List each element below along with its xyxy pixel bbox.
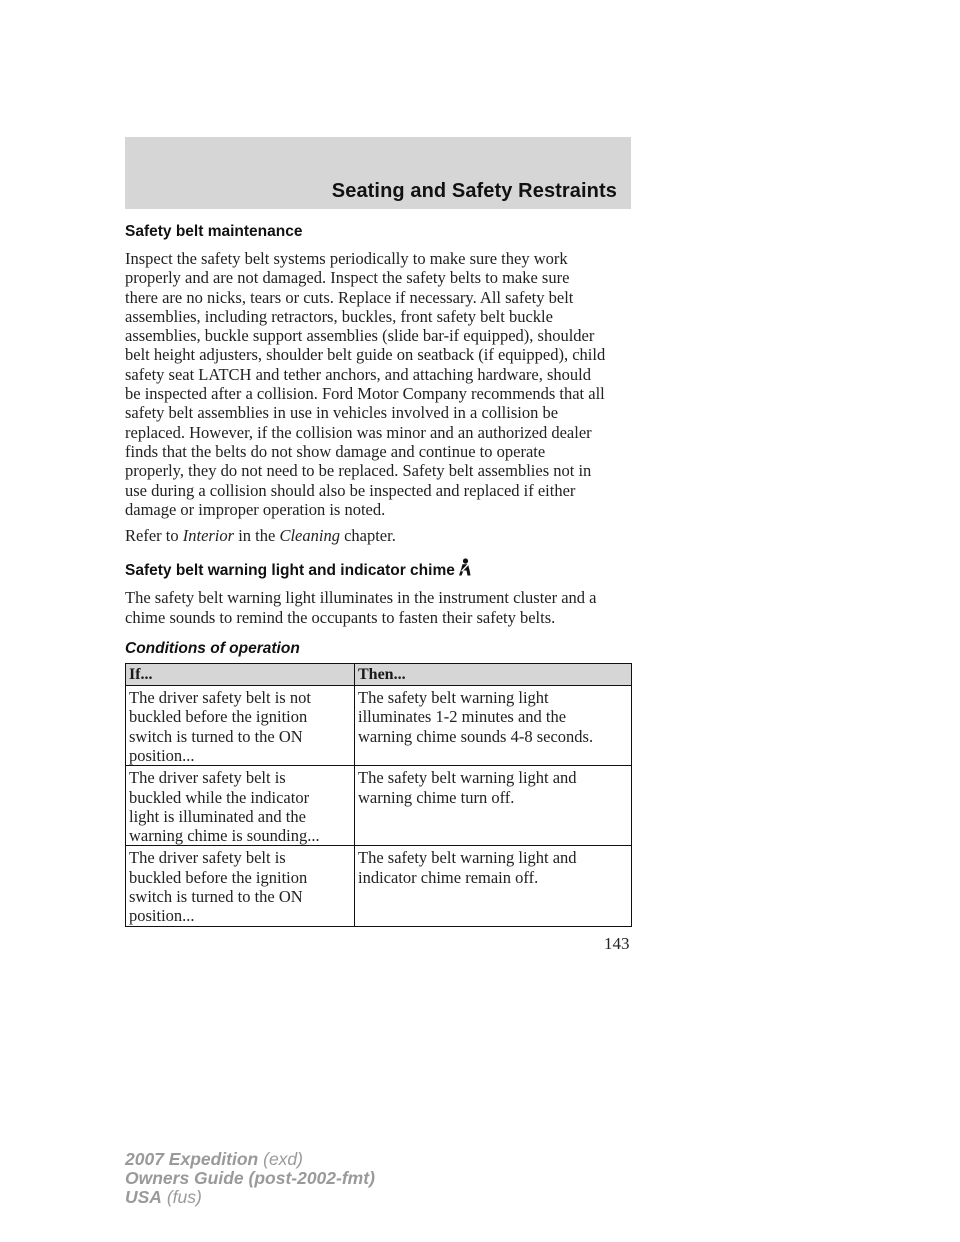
if-cell: The driver safety belt is buckled before the ignition switch is turned to the ON position... (126, 846, 355, 926)
then-cell: The safety belt warning light and warning chime turn off. (355, 766, 632, 846)
column-header-then: Then... (355, 664, 632, 686)
interior-reference: Interior (182, 526, 235, 546)
warning-heading: Safety belt warning light and indicator chime (125, 562, 455, 580)
then-cell: The safety belt warning light illuminates 1-2 minutes and the warning chime sounds 4-8 seconds. (355, 686, 632, 766)
maintenance-paragraph: Inspect the safety belt systems periodically to make sure they work properly and are not damaged. Inspect the safety belts to make sure there are no nicks, tears or cuts. Replace if necessary. All safety belt assemblies, including retractors, buckles, front safety belt buckle assemblies, buckle support assemblies (slide bar-if equipped), shoulder belt height adjusters, shoulder belt guide on seatback (if equipped), child safety seat LATCH and tether anchors, and attaching hardware, should be inspected after a collision. Ford Motor Company recommends that all safety belt assemblies in use in vehicles involved in a collision be replaced. However, if the collision was minor and an authorized dealer finds that the belts do not show damage and continue to operate properly, they do not need to be replaced. Safety belt assemblies not in use during a collision should also be inspected and replaced if either damage or improper operation is noted. (125, 249, 606, 519)
if-cell: The driver safety belt is buckled while the indicator light is illuminated and the warning chime is sounding... (126, 766, 355, 846)
page-content (125, 222, 633, 927)
document-footer: 2007 Expedition (exd) Owners Guide (post-2002-fmt) USA (fus) (125, 1149, 375, 1207)
warning-heading-row (125, 556, 633, 581)
cleaning-reference: Cleaning (279, 526, 340, 546)
seatbelt-icon (457, 558, 473, 577)
section-title: Seating and Safety Restraints (331, 180, 617, 202)
column-header-if: If... (126, 664, 355, 686)
table-row (126, 686, 632, 766)
then-cell: The safety belt warning light and indicator chime remain off. (355, 846, 632, 926)
section-header-band (125, 137, 631, 209)
conditions-table (125, 663, 632, 927)
if-cell: The driver safety belt is not buckled before the ignition switch is turned to the ON position... (126, 686, 355, 766)
refer-paragraph: Refer to Interior in the Cleaning chapter. (125, 526, 396, 546)
maintenance-heading: Safety belt maintenance (125, 223, 303, 240)
table-row (126, 846, 632, 926)
table-header-row (126, 664, 632, 686)
table-row (126, 766, 632, 846)
conditions-heading: Conditions of operation (125, 640, 300, 658)
warning-paragraph: The safety belt warning light illuminates in the instrument cluster and a chime sounds to remind the occupants to fasten their safety belts. (125, 588, 597, 627)
page-number: 143 (604, 934, 630, 953)
